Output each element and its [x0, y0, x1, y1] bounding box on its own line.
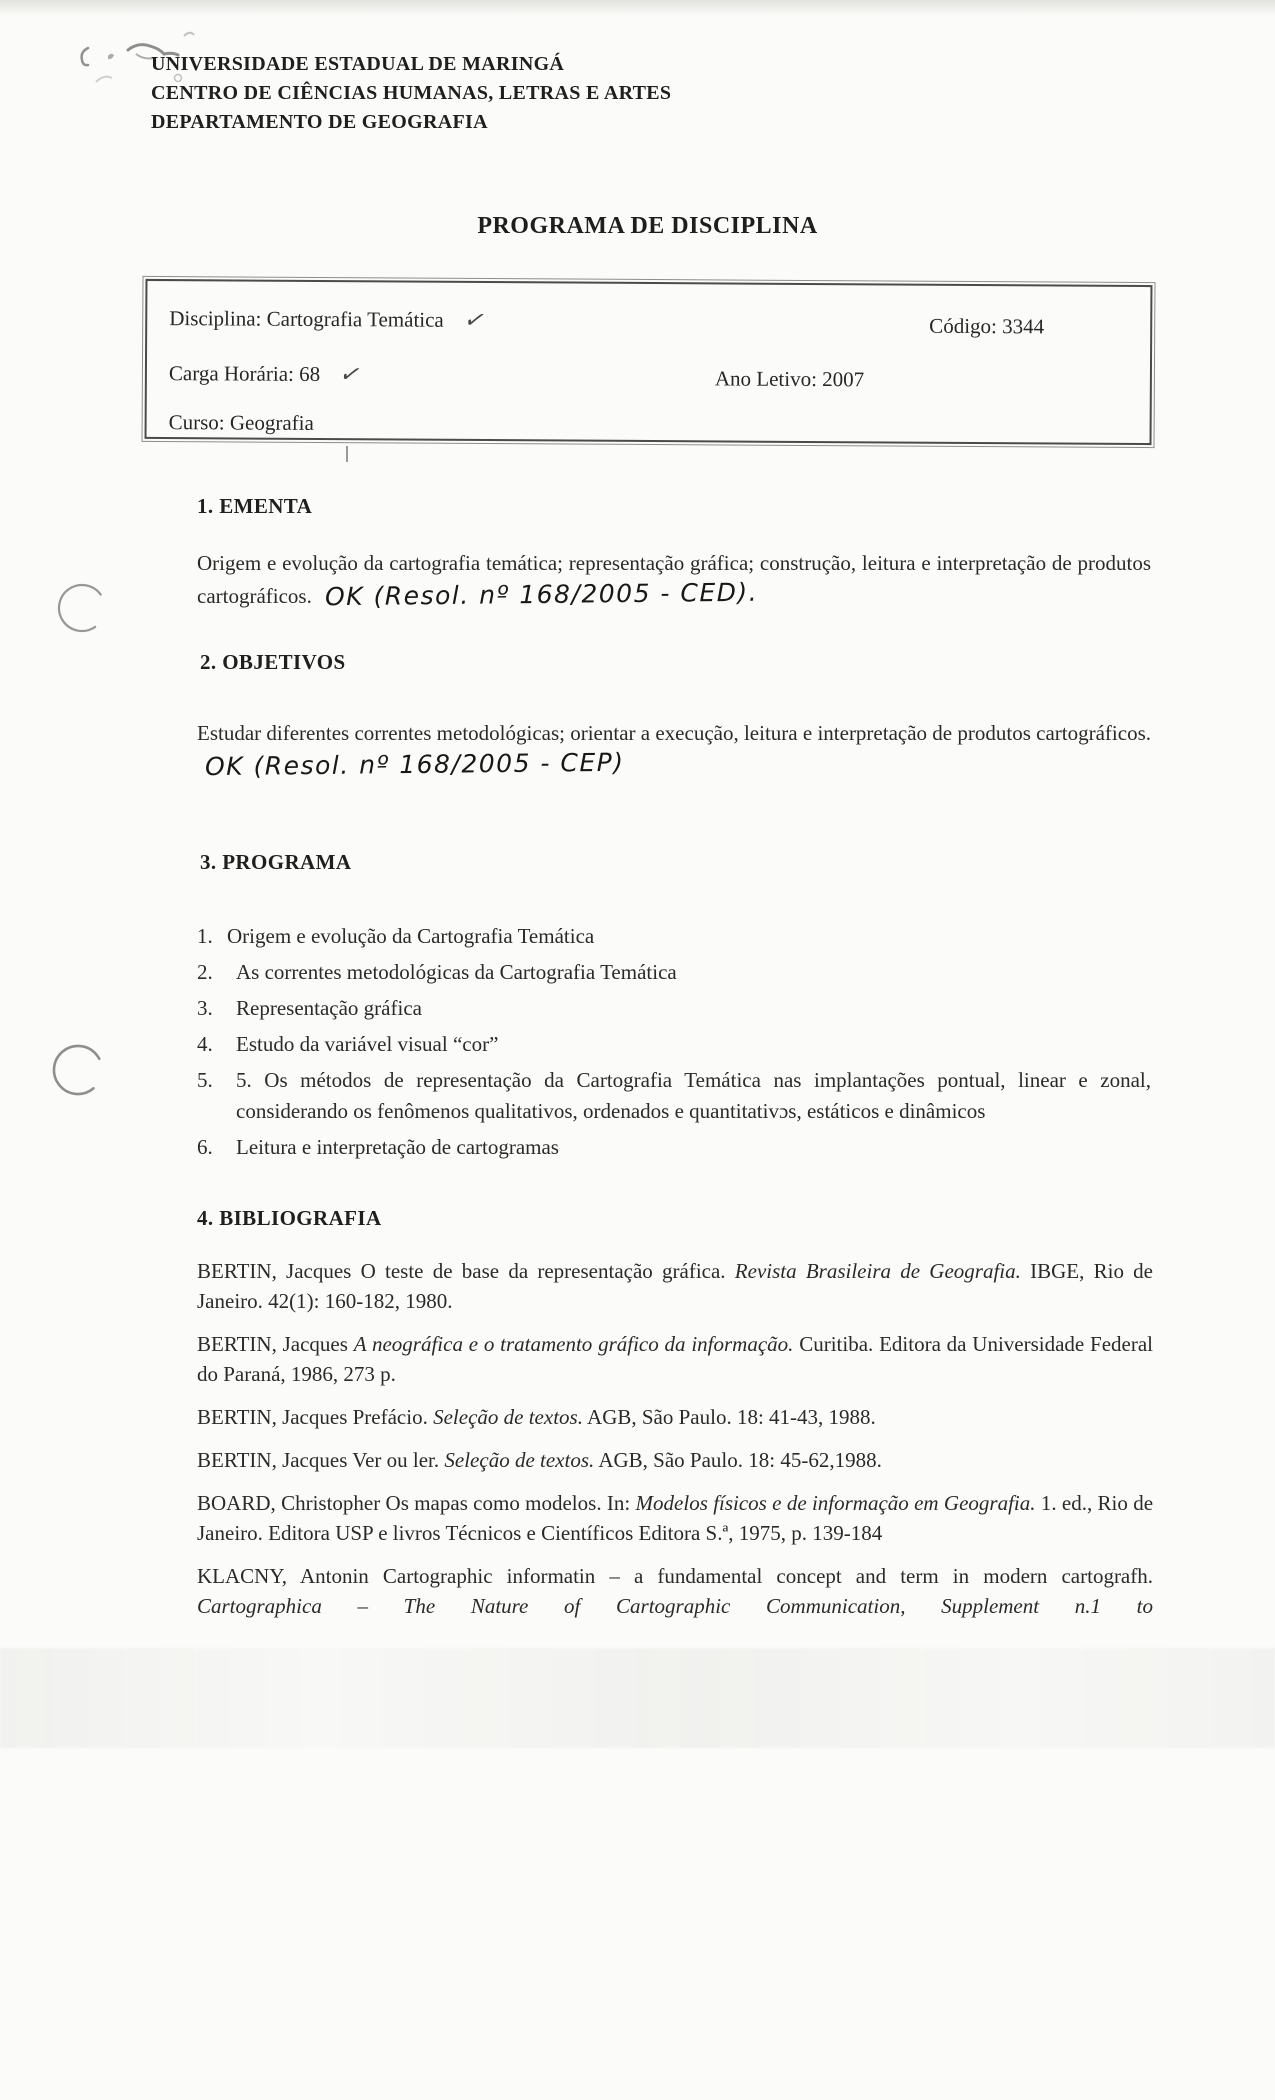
programa-item — [197, 1029, 1151, 1060]
programa-item-number: 6. — [197, 1135, 213, 1159]
carga-horaria-field — [168, 358, 367, 390]
course-info-box — [145, 279, 1153, 445]
section-heading-bibliografia: 4. BIBLIOGRAFIA — [197, 1206, 382, 1230]
programa-item-text: As correntes metodológicas da Cartografia Temática — [236, 960, 677, 984]
programa-item-number: 4. — [197, 1032, 213, 1056]
bibliography-entry: BOARD, Christopher Os mapas como modelos. In: Modelos físicos e de informação em Geografia. 1. ed., Rio de Janeiro. Editora USP e livros Técnicos e Científicos Editora S.ª, 1975, p. 139-184 — [197, 1491, 1154, 1545]
programa-item-text: Origem e evolução da Cartografia Temática — [227, 924, 595, 948]
scan-artifact-top-band — [0, 0, 1275, 16]
programa-item-number: 1. — [197, 924, 213, 948]
document-title: PROGRAMA DE DISCIPLINA — [477, 213, 818, 239]
disciplina-field — [169, 303, 490, 335]
header-line-department: DEPARTAMENTO DE GEOGRAFIA — [151, 111, 488, 133]
section-heading-programa: 3. PROGRAMA — [200, 850, 352, 874]
section-heading-objetivos: 2. OBJETIVOS — [200, 650, 346, 674]
programa-item-text: Leitura e interpretação de cartogramas — [236, 1135, 559, 1159]
objetivos-paragraph — [197, 718, 1151, 782]
programa-item — [197, 1065, 1151, 1127]
header-line-center: CENTRO DE CIÊNCIAS HUMANAS, LETRAS E ARTES — [151, 82, 672, 104]
header-line-university: UNIVERSIDADE ESTADUAL DE MARINGÁ — [151, 53, 565, 75]
scan-artifact-circle-mark — [44, 1038, 112, 1106]
programa-item — [197, 993, 1151, 1024]
ementa-paragraph — [197, 548, 1151, 612]
bibliography-entry: BERTIN, Jacques O teste de base da representação gráfica. Revista Brasileira de Geografia. IBGE, Rio de Janeiro. 42(1): 160-182, 1980. — [197, 1259, 1153, 1313]
programa-item — [197, 1132, 1151, 1163]
bibliografia-list — [197, 1256, 1153, 1634]
checkmark-icon: ✓ — [460, 304, 490, 335]
ano-letivo-value: Ano Letivo: 2007 — [714, 366, 865, 392]
programa-item-number: 2. — [197, 960, 213, 984]
programa-item-number: 5. — [197, 1068, 213, 1092]
programa-item-text: Estudo da variável visual “cor” — [236, 1032, 499, 1056]
programa-item-text: Representação gráfica — [236, 996, 422, 1020]
scan-artifact-tick — [346, 446, 348, 462]
programa-item-number: 3. — [197, 996, 213, 1020]
university-header — [151, 50, 671, 137]
curso-value: Curso: Geografia — [168, 410, 314, 435]
ementa-handwritten-annotation: OK (Resol. nº 168/2005 - CED). — [324, 577, 759, 612]
codigo-value: Código: 3344 — [929, 313, 1045, 339]
bibliography-entry: BERTIN, Jacques Prefácio. Seleção de textos. AGB, São Paulo. 18: 41-43, 1988. — [197, 1405, 876, 1429]
programa-item — [197, 957, 1151, 988]
scan-artifact-texture-band — [0, 1648, 1275, 1748]
checkmark-icon: ✓ — [336, 359, 367, 390]
section-heading-ementa: 1. EMENTA — [197, 494, 313, 518]
programa-list — [197, 921, 1151, 1168]
programa-item — [197, 921, 1151, 952]
disciplina-value: Disciplina: Cartografia Temática — [169, 306, 444, 332]
programa-item-text: 5. Os métodos de representação da Cartografia Temática nas implantações pontual, linear e zonal, considerando os fenômenos qualitativos, ordenados e quantitativɔs, estáticos e dinâmicos — [236, 1068, 1151, 1123]
ementa-body: Origem e evolução da cartografia temática; representação gráfica; construção, leitura e interpretação de produtos cartográficos. — [197, 551, 1151, 608]
carga-horaria-value: Carga Horária: 68 — [168, 361, 321, 386]
bibliography-entry: BERTIN, Jacques Ver ou ler. Seleção de textos. AGB, São Paulo. 18: 45-62,1988. — [197, 1448, 882, 1472]
bibliography-entry: BERTIN, Jacques A neográfica e o tratamento gráfico da informação. Curitiba. Editora da Universidade Federal do Paraná, 1986, 273 p. — [197, 1332, 1154, 1386]
objetivos-body: Estudar diferentes correntes metodológicas; orientar a execução, leitura e interpretação de produtos cartográficos. — [197, 721, 1151, 745]
bibliography-entry: KLACNY, Antonin Cartographic informatin – a fundamental concept and term in modern cartografh. Cartographica – The Nature of Cartographic Communication, Supplement n.1 to — [197, 1564, 1153, 1618]
objetivos-handwritten-annotation: OK (Resol. nº 168/2005 - CEP) — [204, 747, 625, 782]
scan-artifact-circle-mark — [50, 578, 114, 642]
